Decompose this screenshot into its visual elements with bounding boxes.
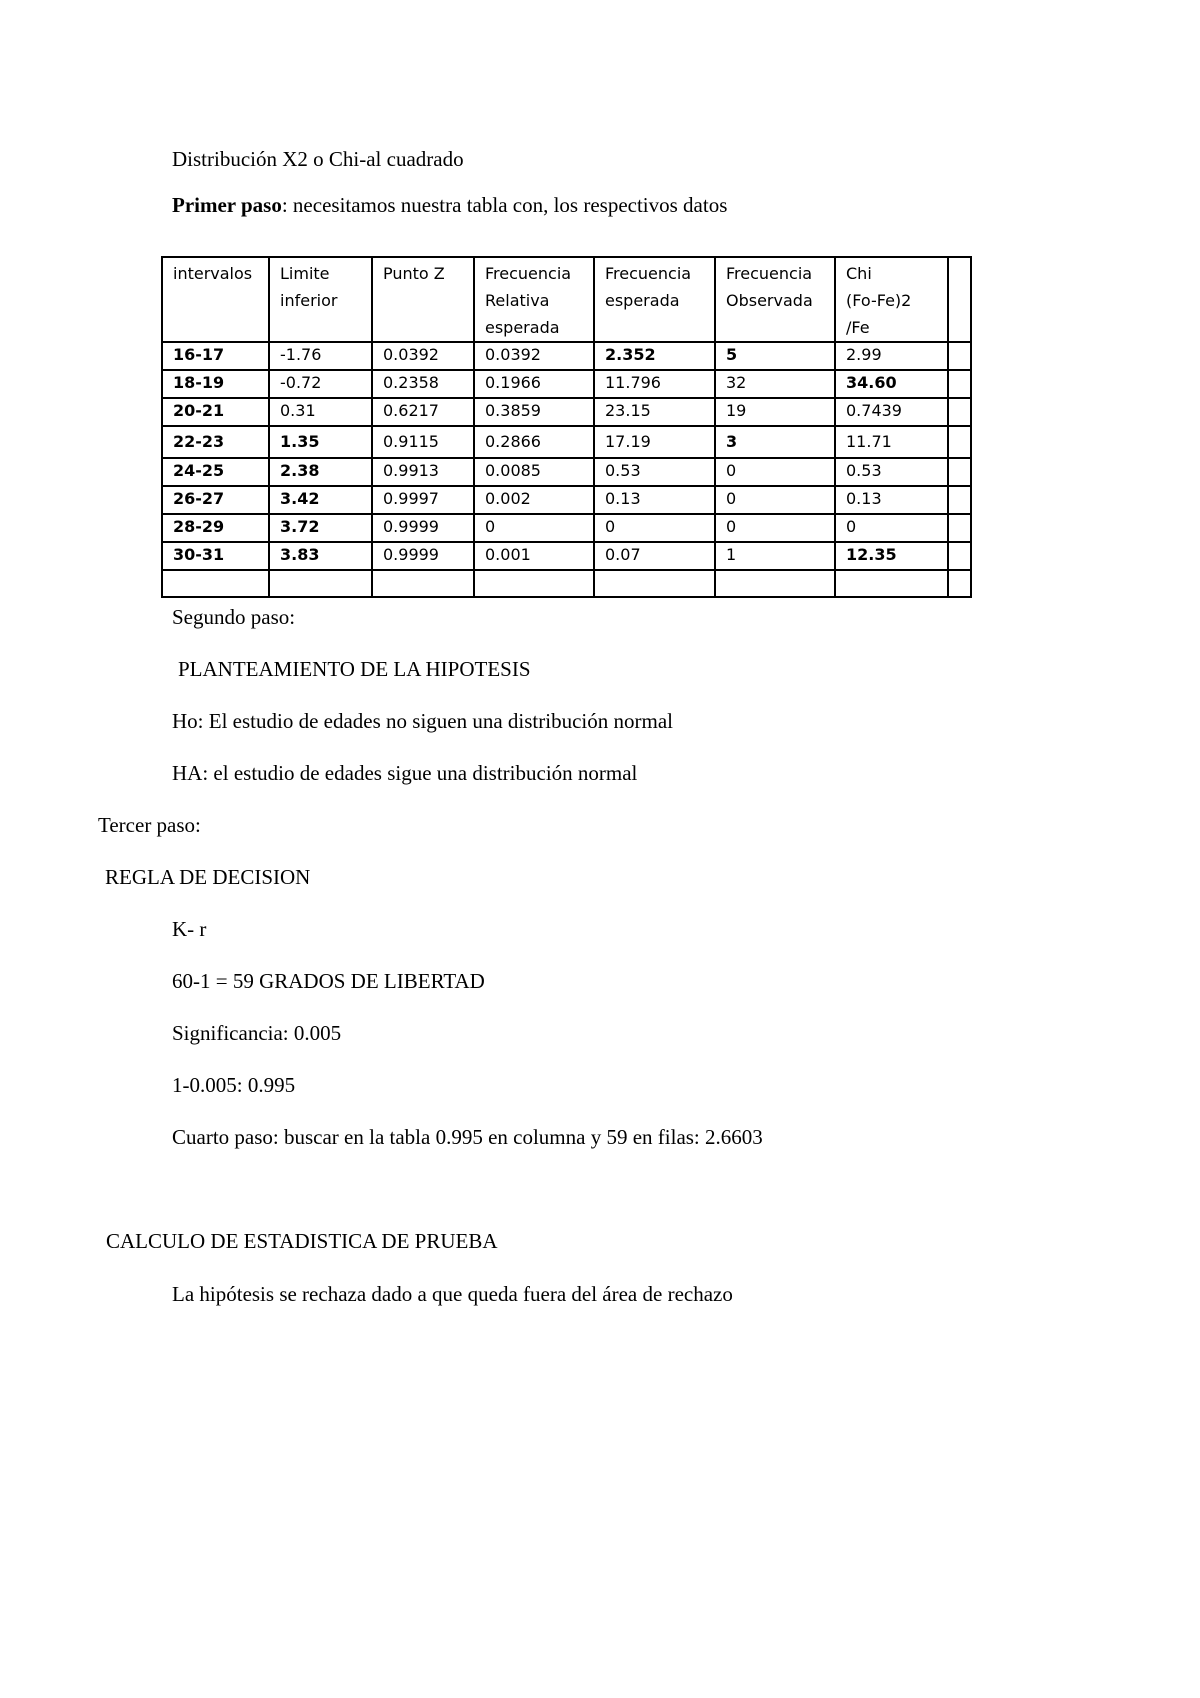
table-cell: 11.796 [594, 370, 715, 398]
table-cell: 0 [715, 486, 835, 514]
table-cell: 20-21 [162, 398, 269, 426]
table-cell [948, 342, 971, 370]
table-cell [835, 570, 948, 597]
table-row [162, 398, 971, 426]
table-cell: 19 [715, 398, 835, 426]
step4-text: Cuarto paso: buscar en la tabla 0.995 en columna y 59 en filas: 2.6603 [172, 1125, 763, 1149]
header-limite-inferior: Limite inferior [269, 257, 372, 342]
table-cell [269, 570, 372, 597]
table-cell: 0.9997 [372, 486, 474, 514]
table-cell: 30-31 [162, 542, 269, 570]
table-cell [948, 542, 971, 570]
table-cell: 0.3859 [474, 398, 594, 426]
table-row [162, 514, 971, 542]
table-cell: 0.31 [269, 398, 372, 426]
step1-paragraph [172, 195, 727, 216]
table-cell [948, 458, 971, 486]
table-cell: 0.9913 [372, 458, 474, 486]
header-frecuencia-observada: Frecuencia Observada [715, 257, 835, 342]
table-cell: 0.53 [835, 458, 948, 486]
table-row [162, 342, 971, 370]
table-cell: 0.9115 [372, 426, 474, 458]
table-cell: 17.19 [594, 426, 715, 458]
header-frecuencia-relativa: Frecuencia Relativa esperada [474, 257, 594, 342]
table-cell: -0.72 [269, 370, 372, 398]
table-row [162, 370, 971, 398]
table-cell: 0.0392 [372, 342, 474, 370]
table-cell: 32 [715, 370, 835, 398]
table-cell: 2.352 [594, 342, 715, 370]
table-cell: 0.002 [474, 486, 594, 514]
significance-level: Significancia: 0.005 [172, 1021, 342, 1045]
header-frecuencia-esperada: Frecuencia esperada [594, 257, 715, 342]
table-cell [474, 570, 594, 597]
null-hypothesis: Ho: El estudio de edades no siguen una distribución normal [172, 709, 673, 733]
conclusion-text: La hipótesis se rechaza dado a que queda fuera del área de rechazo [172, 1282, 733, 1306]
table-cell: 0.2866 [474, 426, 594, 458]
table-cell: 22-23 [162, 426, 269, 458]
table-cell: -1.76 [269, 342, 372, 370]
table-cell [948, 570, 971, 597]
table-cell: 0.001 [474, 542, 594, 570]
table-cell: 3.42 [269, 486, 372, 514]
table-cell: 1.35 [269, 426, 372, 458]
table-cell: 0 [715, 514, 835, 542]
table-row [162, 542, 971, 570]
chi-square-table [161, 256, 972, 598]
table-cell: 28-29 [162, 514, 269, 542]
table-row [162, 458, 971, 486]
table-cell: 16-17 [162, 342, 269, 370]
table-cell: 0.13 [835, 486, 948, 514]
table-cell: 0.7439 [835, 398, 948, 426]
table-cell [594, 570, 715, 597]
document-title: Distribución X2 o Chi-al cuadrado [172, 147, 464, 171]
table-cell: 0.0392 [474, 342, 594, 370]
step2-heading: Segundo paso: [172, 605, 296, 629]
k-minus-r: K- r [172, 917, 207, 941]
table-cell: 5 [715, 342, 835, 370]
header-chi: Chi (Fo-Fe)2 /Fe [835, 257, 948, 342]
table-cell: 3 [715, 426, 835, 458]
table-cell [162, 570, 269, 597]
table-cell [948, 426, 971, 458]
table-cell: 3.72 [269, 514, 372, 542]
step3-heading: Tercer paso: [98, 813, 201, 837]
table-cell: 0.9999 [372, 514, 474, 542]
table-cell [715, 570, 835, 597]
alternative-hypothesis: HA: el estudio de edades sigue una distribución normal [172, 761, 638, 785]
table-cell [948, 370, 971, 398]
table-cell [948, 514, 971, 542]
table-cell: 0.9999 [372, 542, 474, 570]
table-cell: 23.15 [594, 398, 715, 426]
table-cell: 3.83 [269, 542, 372, 570]
confidence-complement: 1-0.005: 0.995 [172, 1073, 296, 1097]
table-cell [948, 486, 971, 514]
table-cell: 0 [835, 514, 948, 542]
table-cell: 26-27 [162, 486, 269, 514]
table-cell: 34.60 [835, 370, 948, 398]
table-cell: 11.71 [835, 426, 948, 458]
calc-heading: CALCULO DE ESTADISTICA DE PRUEBA [106, 1229, 498, 1253]
table-cell: 1 [715, 542, 835, 570]
table-cell [372, 570, 474, 597]
table-cell: 0 [474, 514, 594, 542]
table-cell: 0.1966 [474, 370, 594, 398]
table-row [162, 486, 971, 514]
table-cell: 24-25 [162, 458, 269, 486]
table-row [162, 426, 971, 458]
table-cell: 0.6217 [372, 398, 474, 426]
table-cell: 0.2358 [372, 370, 474, 398]
hypothesis-heading: PLANTEAMIENTO DE LA HIPOTESIS [178, 657, 531, 681]
table-cell: 0.07 [594, 542, 715, 570]
table-cell: 0.0085 [474, 458, 594, 486]
table-cell: 0.53 [594, 458, 715, 486]
table-cell: 18-19 [162, 370, 269, 398]
table-cell: 2.99 [835, 342, 948, 370]
table-cell [948, 398, 971, 426]
table-cell: 2.38 [269, 458, 372, 486]
decision-heading: REGLA DE DECISION [105, 865, 311, 889]
table-header-row [162, 257, 971, 342]
degrees-of-freedom: 60-1 = 59 GRADOS DE LIBERTAD [172, 969, 485, 993]
table-row [162, 570, 971, 597]
header-punto-z: Punto Z [372, 257, 474, 342]
table-cell: 0 [594, 514, 715, 542]
table-cell: 12.35 [835, 542, 948, 570]
step1-label: Primer paso [172, 193, 282, 217]
header-empty [948, 257, 971, 342]
table-cell: 0 [715, 458, 835, 486]
header-intervalos: intervalos [162, 257, 269, 342]
step1-text: : necesitamos nuestra tabla con, los respectivos datos [281, 193, 728, 217]
table-cell: 0.13 [594, 486, 715, 514]
